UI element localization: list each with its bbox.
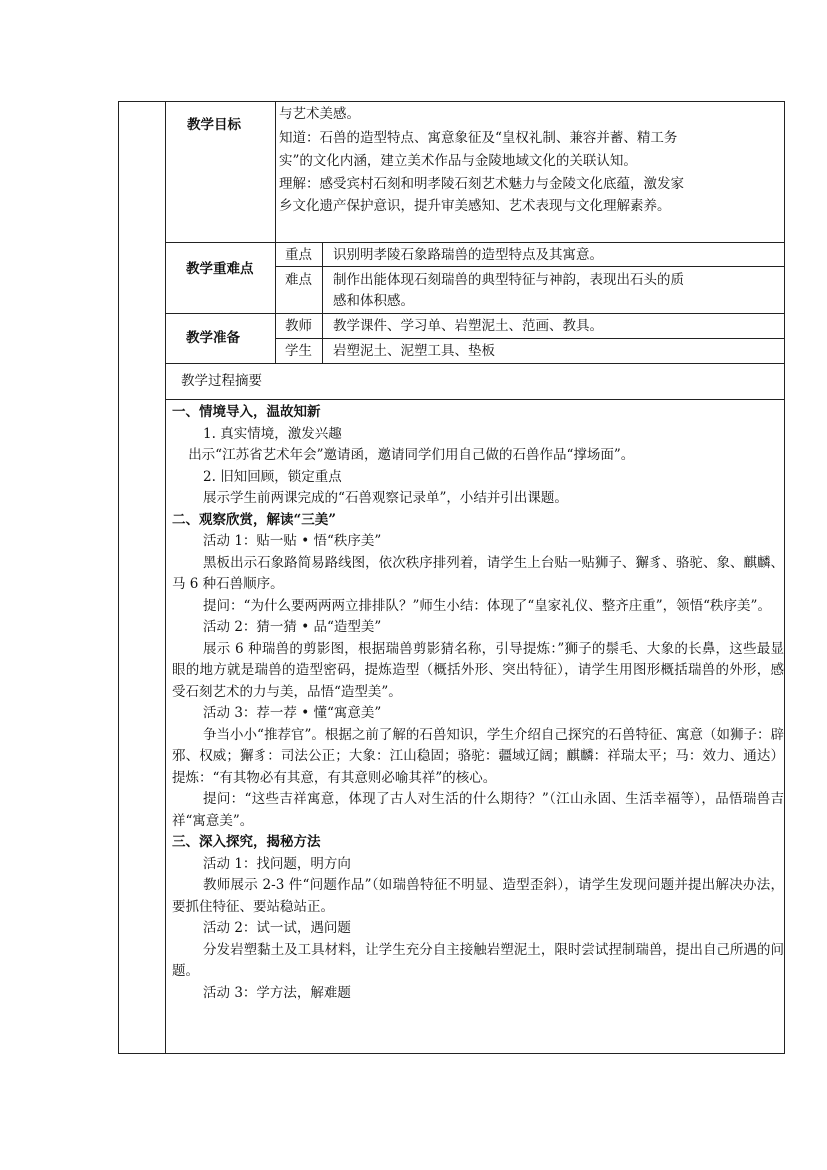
process-paragraph: 1. 真实情境，激发兴趣 (203, 425, 342, 442)
process-paragraph: 2. 旧知回顾，锁定重点 (203, 468, 342, 485)
process-paragraph: 展示 6 种瑞兽的剪影图，根据瑞兽剪影猜名称，引导提炼：”狮子的鬃毛、大象的长鼻，这些最显眼的地方就是瑞兽的造型密码，提炼造型（概括外形、突出特征），请学生用图形概括瑞兽的外形，感受石刻艺术的力与美，品悟“造型美”。 (172, 640, 784, 700)
teacher-prep-text: 教学课件、学习单、岩塑泥土、范画、教具。 (333, 318, 603, 334)
tag-column-divider (322, 242, 323, 363)
row-divider-keypoints (165, 313, 784, 314)
teacher-tag: 教师 (285, 318, 312, 334)
process-paragraph: 分发岩塑黏土及工具材料，让学生充分自主接触岩塑泥土，限时尝试捏制瑞兽，提出自己所遇的问题。 (172, 941, 784, 979)
key-points-label: 教学重难点 (186, 261, 254, 277)
difficulty-text-1: 制作出能体现石刻瑞兽的典型特征与神韵，表现出石头的质 (333, 272, 684, 288)
process-paragraph: 展示学生前两课完成的“石兽观察记录单”，小结并引出课题。 (203, 490, 568, 506)
process-paragraph: 教师展示 2-3 件“问题作品”（如瑞兽特征不明显、造型歪斜），请学生发现问题并提出解决办法，要抓住特征、要站稳站正。 (172, 877, 784, 915)
outer-border-bottom (118, 1053, 785, 1054)
column-divider-left (165, 101, 166, 1053)
student-tag: 学生 (285, 343, 312, 359)
process-paragraph: 活动 3：学方法，解难题 (203, 984, 351, 1001)
process-paragraph: 出示“江苏省艺术年会”邀请函，邀请同学们用自己做的石兽作品“撑场面”。 (188, 447, 635, 463)
process-title: 教学过程摘要 (181, 373, 262, 389)
row-divider-keypoint-inner (275, 266, 784, 267)
process-paragraph: 黑板出示石象路简易路线图，依次秩序排列着，请学生上台贴一贴狮子、獬豸、骆驼、象、麒麟、马 6 种石兽顺序。 (172, 554, 784, 592)
key-point-text: 识别明孝陵石象路瑞兽的造型特点及其寓意。 (333, 247, 603, 263)
process-section-heading: 一、情境导入，温故知新 (172, 404, 321, 420)
process-paragraph: 活动 1：找问题，明方向 (203, 855, 351, 872)
objectives-line-2: 知道：石兽的造型特点、寓意象征及“皇权礼制、兼容并蓄、精工务 (279, 130, 678, 146)
row-divider-objectives (165, 242, 784, 243)
difficulty-tag: 难点 (285, 272, 312, 288)
process-paragraph: 提问：“这些吉祥寓意，体现了古人对生活的什么期待？”（江山永固、生活幸福等），品悟瑞兽吉祥“寓意美”。 (172, 791, 784, 829)
label-column-divider (275, 101, 276, 363)
process-paragraph: 提问：“为什么要两两两立排排队？”师生小结：体现了“皇家礼仪、整齐庄重”，领悟“秩序美”。 (203, 597, 771, 614)
process-body (172, 402, 784, 1004)
row-divider-prep (165, 363, 784, 364)
outer-border-right (784, 101, 785, 1053)
objectives-line-5: 乡文化遗产保护意识，提升审美感知、艺术表现与文化理解素养。 (279, 198, 671, 214)
key-point-tag: 重点 (285, 247, 312, 263)
objectives-label: 教学目标 (187, 117, 241, 133)
objectives-line-4: 理解：感受宾村石刻和明孝陵石刻艺术魅力与金陵文化底蕴，激发家 (279, 176, 684, 192)
process-section-heading: 二、观察欣赏，解读“三美” (172, 511, 337, 528)
student-prep-text: 岩塑泥土、泥塑工具、垫板 (333, 343, 495, 359)
process-section-heading: 三、深入探究，揭秘方法 (172, 834, 321, 850)
process-paragraph: 活动 1：贴一贴 • 悟“秩序美” (203, 533, 382, 549)
preparation-label: 教学准备 (186, 330, 240, 346)
outer-border-top (118, 101, 785, 102)
objectives-line-1: 与艺术美感。 (279, 106, 360, 122)
process-paragraph: 活动 2：猜一猜 • 品“造型美” (203, 619, 382, 635)
outer-border-left (118, 101, 119, 1053)
difficulty-text-2: 感和体积感。 (333, 293, 414, 309)
process-paragraph: 活动 3：荐一荐 • 懂“寓意美” (203, 705, 382, 721)
row-divider-prep-inner (275, 338, 784, 339)
process-paragraph: 活动 2：试一试，遇问题 (203, 920, 351, 936)
objectives-line-3: 实”的文化内涵，建立美术作品与金陵地域文化的关联认知。 (279, 153, 637, 169)
process-paragraph: 争当小小“推荐官”。根据之前了解的石兽知识，学生介绍自己探究的石兽特征、寓意（如狮子：辟邪、权威；獬豸：司法公正；大象：江山稳固；骆驼：疆域辽阔；麒麟：祥瑞太平；马：效力、通达）提炼：“有其物必有其意，有其意则必喻其祥”的核心。 (172, 726, 784, 786)
row-divider-process-title (165, 399, 784, 400)
